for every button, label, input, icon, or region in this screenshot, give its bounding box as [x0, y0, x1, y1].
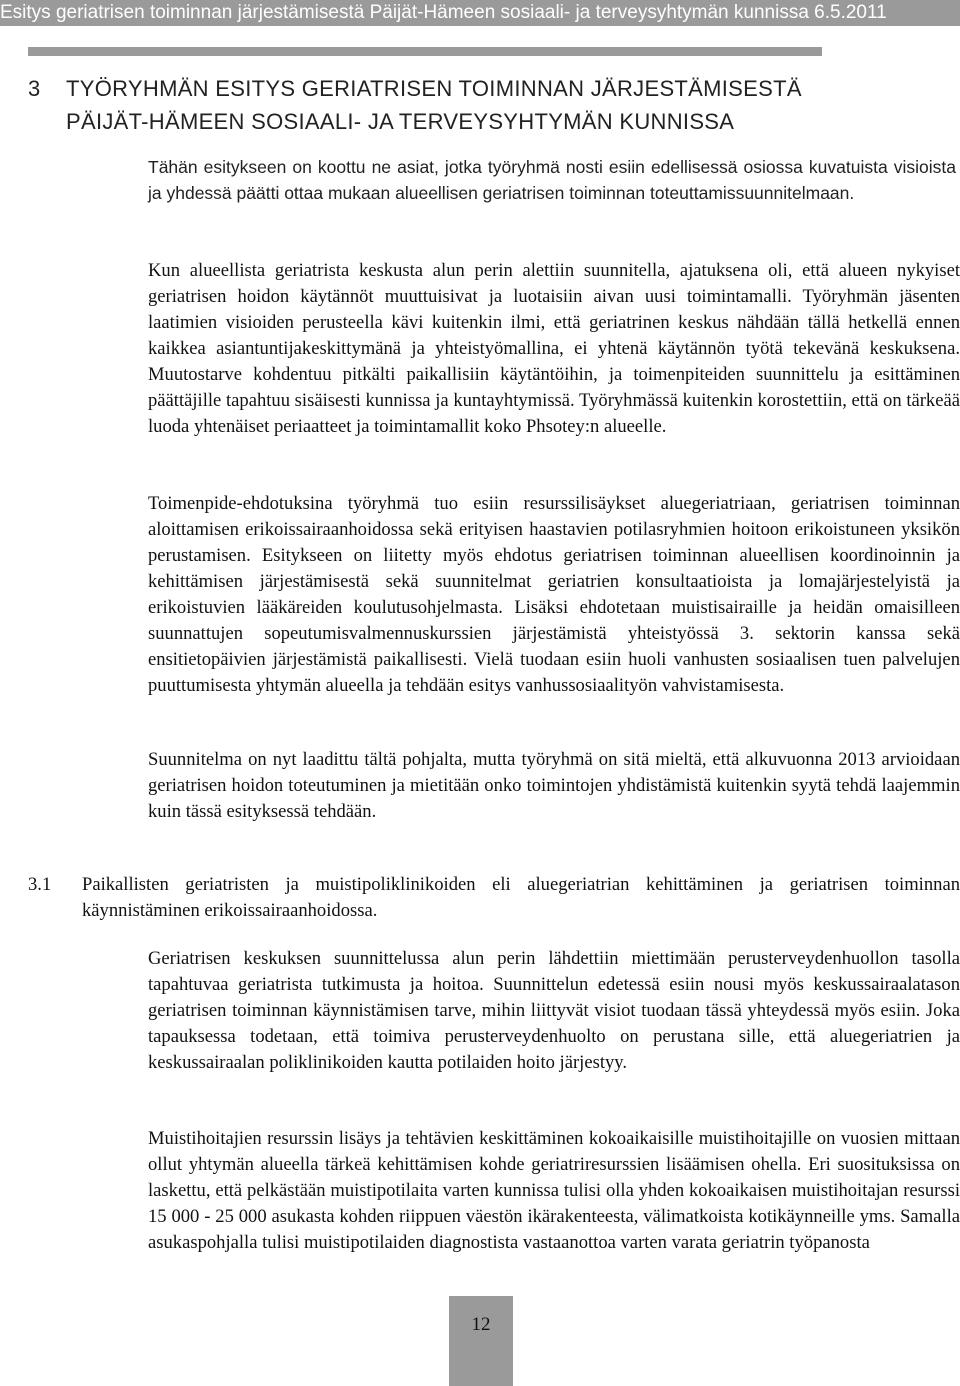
body-paragraph: Kun alueellista geriatrista keskusta alun perin alettiin suunnitella, ajatuksena oli, että alueen nykyiset geriatrisen hoidon käytännöt muuttuisivat ja luotaisiin aivan uusi toimintamalli. Työryhmän jäsenten laatimien visioiden perusteella kävi kuitenkin ilmi, että geriatrinen keskus nähdään tällä hetkellä ennen kaikkea asiantuntijakeskittymänä ja yhteistyömallina, ei yhtenä käytännön työtä tekevänä keskuksena. Muutostarve kohdentuu pitkälti paikallisiin käytäntöihin, ja toimenpiteiden suunnittelu ja esittäminen päättäjille tapahtuu sisäisesti kunnissa ja kuntayhtymissä. Työryhmässä kuitenkin korostettiin, että on tärkeää luoda yhtenäiset periaatteet ja toimintamallit koko Phsotey:n alueelle.: [148, 260, 960, 437]
section-heading: [28, 72, 948, 138]
section-intro: Tähän esitykseen on koottu ne asiat, jotka työryhmä nosti esiin edellisessä osiossa kuvatuista visioista ja yhdessä päätti ottaa mukaan alueellisen geriatrisen toiminnan toteuttamissuunnitelmaan.: [148, 157, 956, 203]
running-header: Esitys geriatrisen toiminnan järjestämisestä Päijät-Hämeen sosiaali- ja terveysyhtymän kunnissa 6.5.2011: [0, 0, 960, 26]
subsection-title: Paikallisten geriatristen ja muistipoliklinikoiden eli aluegeriatrian kehittäminen ja geriatrisen toiminnan käynnistäminen erikoissairaanhoidossa.: [82, 874, 960, 921]
section-number: 3: [28, 76, 41, 101]
body-paragraph: Geriatrisen keskuksen suunnittelussa alun perin lähdettiin miettimään perusterveydenhuollon tasolla tapahtuvaa geriatrista tutkimusta ja hoitoa. Suunnittelun edetessä esiin nousi myös keskussairaalatason geriatrisen toiminnan käynnistämisen tarve, mihin liittyvät visiot tuodaan tässä yhteydessä myös esiin. Joka tapauksessa todetaan, että toimiva perusterveydenhuolto on perustana sille, että aluegeriatrien ja keskussairaalan poliklinikoiden kautta potilaiden hoito järjestyy.: [148, 948, 960, 1073]
body-paragraph: Toimenpide-ehdotuksina työryhmä tuo esiin resurssilisäykset aluegeriatriaan, geriatrisen toiminnan aloittamisen erikoissairaanhoidossa sekä erityisen haastavien potilasryhmien hoitoon erikoistuneen yksikön perustamisen. Esitykseen on liitetty myös ehdotus geriatrisen toiminnan alueellisen koordinoinnin ja kehittämisen järjestämisestä sekä suunnitelmat geriatrien konsultaatioista ja lomajärjestelyistä ja erikoistuvien lääkäreiden koulutusohjelmasta. Lisäksi ehdotetaan muistisairaille ja heidän omaisilleen suunnattujen sopeutumisvalmennuskurssien järjestämistä yhteistyössä 3. sektorin kanssa sekä ensitietopäivien järjestämistä paikallisesti. Vielä tuodaan esiin huoli vanhusten sosiaalisen tuen palvelujen puuttumisesta yhtymän alueella ja tehdään esitys vanhussosiaalityön vahvistamisesta.: [148, 493, 960, 696]
body-paragraph: Suunnitelma on nyt laadittu tältä pohjalta, mutta työryhmä on sitä mieltä, että alkuvuonna 2013 arvioidaan geriatrisen hoidon toteutuminen ja mietitään onko toimintojen yhdistämistä kuitenkin syytä tehdä laajemmin kuin tässä esityksessä tehdään.: [148, 749, 960, 822]
header-rule: [28, 47, 822, 56]
section-title-line1: TYÖRYHMÄN ESITYS GERIATRISEN TOIMINNAN JÄRJESTÄMISESTÄ: [66, 76, 802, 101]
body-paragraph: Muistihoitajien resurssin lisäys ja tehtävien keskittäminen kokoaikaisille muistihoitajille on vuosien mittaan ollut yhtymän alueella tärkeä kehittämisen kohde geriatriresurssien lisäämisen ohella. Eri suosituksissa on laskettu, että pelkästään muistipotilaita varten kunnissa tulisi olla yhden kokoaikaisen muistihoitajan resurssi 15 000 - 25 000 asukasta kohden riippuen väestön ikärakenteesta, välimatkoista kotikäynneille yms. Samalla asukaspohjalla tulisi muistipotilaiden diagnostista vastaanottoa varten varata geriatrin työpanosta: [148, 1128, 960, 1253]
section-title-line2: PÄIJÄT-HÄMEEN SOSIAALI- JA TERVEYSYHTYMÄN KUNNISSA: [66, 109, 735, 134]
page-number: 12: [449, 1296, 513, 1386]
subsection-number: 3.1: [28, 874, 52, 895]
